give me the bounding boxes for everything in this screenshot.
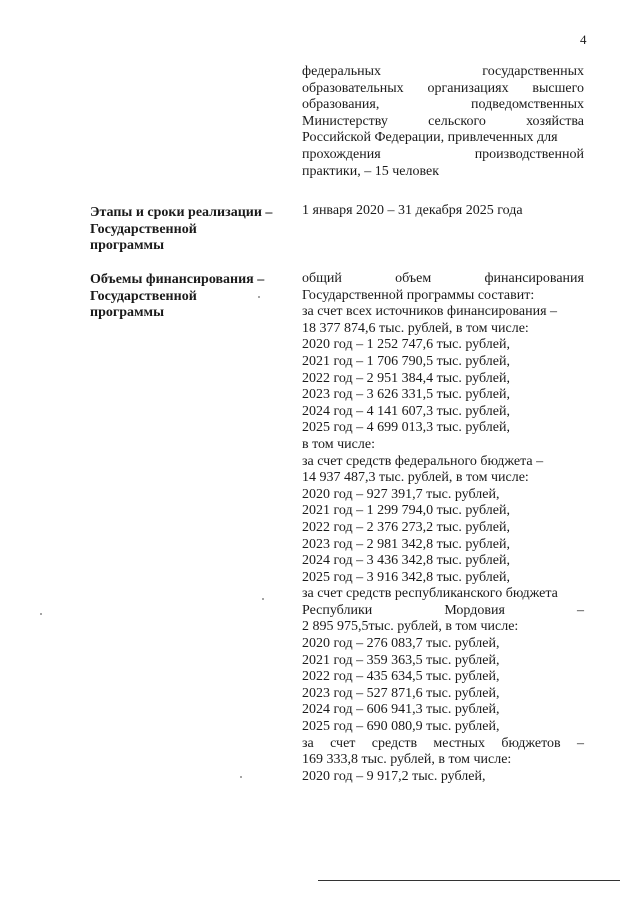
scan-speck	[258, 296, 260, 298]
word: подведомственных	[471, 97, 584, 113]
scan-speck	[240, 776, 242, 778]
scan-speck	[262, 598, 264, 600]
funding-line: 2023 год – 527 871,6 тыс. рублей,	[302, 685, 500, 701]
stages-value-text: 1 января 2020 – 31 декабря 2025 года	[302, 203, 523, 218]
word: организациях	[427, 80, 509, 96]
funding-line: 2021 год – 1 706 790,5 тыс. рублей,	[302, 353, 510, 369]
funding-line: 2022 год – 435 634,5 тыс. рублей,	[302, 669, 500, 685]
funding-line: Государственной программы составит:	[302, 287, 535, 303]
stages-label-line: программы	[90, 238, 164, 254]
stages-value	[302, 203, 584, 220]
word: –	[577, 735, 584, 751]
word: местных	[433, 735, 486, 751]
funding-line: 2020 год – 1 252 747,6 тыс. рублей,	[302, 337, 510, 353]
funding-label-line: Государственной	[90, 288, 197, 304]
funding-line: 2 895 975,5тыс. рублей, в том числе:	[302, 619, 519, 635]
funding-line	[302, 271, 584, 288]
funding-line: за счет средств федерального бюджета –	[302, 453, 544, 469]
word: хозяйства	[526, 113, 584, 129]
word: государственных	[482, 64, 584, 79]
word: производственной	[474, 146, 584, 162]
continuation-line	[302, 97, 584, 114]
funding-line: 2024 год – 606 941,3 тыс. рублей,	[302, 702, 500, 718]
word: прохождения	[302, 146, 381, 162]
funding-label-line: программы	[90, 305, 164, 321]
continuation-line	[302, 147, 584, 164]
word: за	[302, 735, 314, 751]
funding-line: 2021 год – 1 299 794,0 тыс. рублей,	[302, 503, 510, 519]
funding-line	[302, 603, 584, 620]
funding-line: 169 333,8 тыс. рублей, в том числе:	[302, 752, 512, 768]
continuation-line	[302, 114, 584, 131]
continuation-text	[302, 64, 584, 180]
funding-line: 2025 год – 4 699 013,3 тыс. рублей,	[302, 420, 510, 436]
funding-line: в том числе:	[302, 436, 375, 452]
continuation-line	[302, 81, 584, 98]
word: –	[576, 602, 584, 618]
word: общий	[302, 271, 342, 286]
scan-speck	[40, 613, 42, 615]
stages-label-line: Государственной	[90, 221, 197, 237]
word: бюджетов	[501, 735, 561, 751]
funding-line: за счет всех источников финансирования –	[302, 304, 558, 320]
continuation-line: Российской Федерации, привлеченных для	[302, 130, 558, 146]
continuation-line: практики, – 15 человек	[302, 163, 440, 179]
word: объем	[395, 271, 432, 286]
funding-line: 2022 год – 2 951 384,4 тыс. рублей,	[302, 370, 510, 386]
word: финансирования	[484, 271, 584, 286]
funding-line: 2023 год – 2 981 342,8 тыс. рублей,	[302, 536, 510, 552]
word: Мордовия	[444, 602, 505, 618]
funding-line: 2025 год – 690 080,9 тыс. рублей,	[302, 719, 500, 735]
funding-line: 2020 год – 9 917,2 тыс. рублей,	[302, 768, 486, 784]
continuation-line	[302, 64, 584, 81]
funding-line: 2020 год – 927 391,7 тыс. рублей,	[302, 486, 500, 502]
stages-label-line: Этапы и сроки реализации –	[90, 205, 273, 220]
funding-line	[302, 736, 584, 753]
word: Республики	[302, 602, 373, 618]
funding-line: за счет средств республиканского бюджета	[302, 586, 558, 602]
funding-line: 18 377 874,6 тыс. рублей, в том числе:	[302, 320, 529, 336]
funding-line: 14 937 487,3 тыс. рублей, в том числе:	[302, 470, 529, 486]
page-number: 4	[580, 32, 587, 47]
funding-line: 2024 год – 4 141 607,3 тыс. рублей,	[302, 403, 510, 419]
footer-rule	[318, 880, 620, 881]
word: высшего	[532, 80, 584, 96]
funding-line: 2021 год – 359 363,5 тыс. рублей,	[302, 652, 500, 668]
word: средств	[371, 735, 418, 751]
funding-line: 2024 год – 3 436 342,8 тыс. рублей,	[302, 553, 510, 569]
funding-label	[90, 272, 300, 322]
word: образовательных	[302, 80, 404, 96]
stages-label	[90, 205, 300, 255]
word: сельского	[428, 113, 486, 129]
word: федеральных	[302, 64, 382, 79]
funding-line: 2022 год – 2 376 273,2 тыс. рублей,	[302, 519, 510, 535]
funding-text	[302, 271, 584, 785]
funding-line: 2023 год – 3 626 331,5 тыс. рублей,	[302, 387, 510, 403]
word: счет	[330, 735, 356, 751]
funding-line: 2025 год – 3 916 342,8 тыс. рублей,	[302, 569, 510, 585]
word: образования,	[302, 97, 380, 113]
funding-label-line: Объемы финансирования –	[90, 272, 265, 287]
funding-line: 2020 год – 276 083,7 тыс. рублей,	[302, 636, 500, 652]
word: Министерству	[302, 113, 388, 129]
